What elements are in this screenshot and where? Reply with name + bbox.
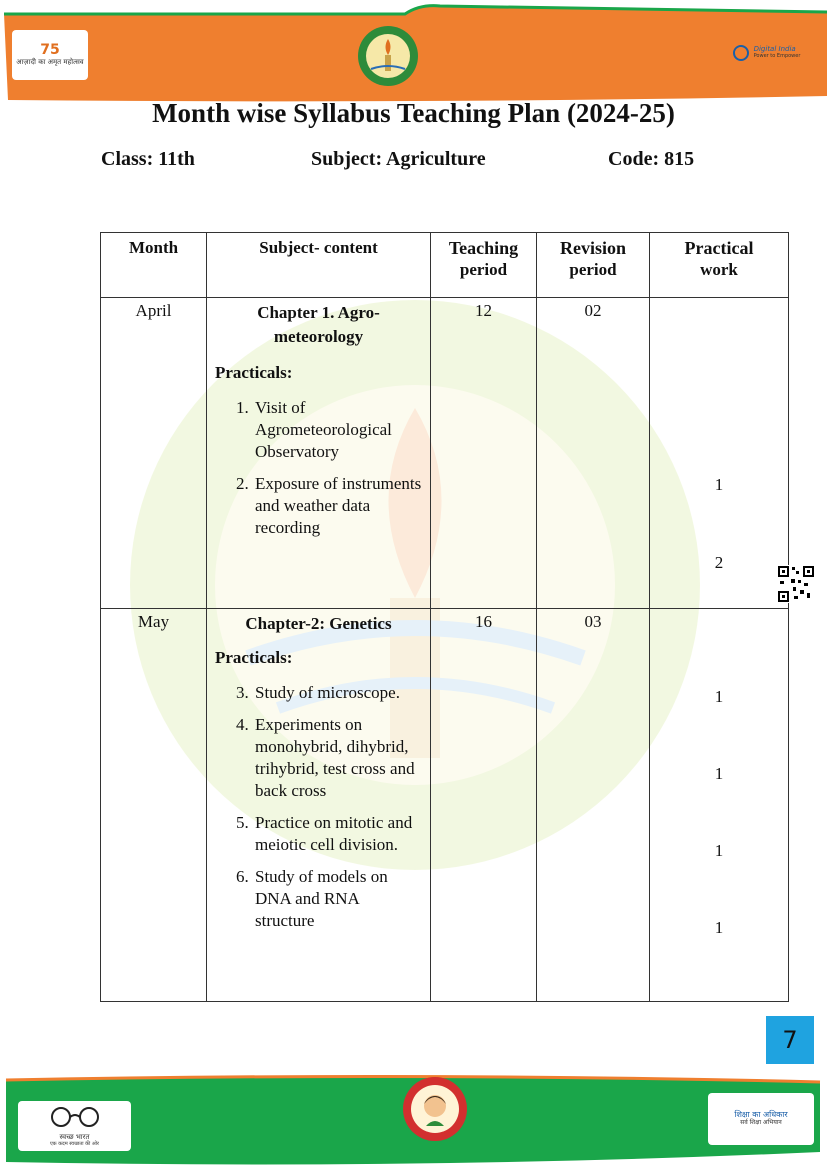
list-item: 6. Study of models on DNA and RNA structure xyxy=(253,866,422,932)
teaching-period-cell: 12 xyxy=(431,298,537,609)
header-revision-period xyxy=(537,233,650,298)
swachh-bharat-logo: स्वच्छ भारत एक कदम स्वच्छता की ओर xyxy=(18,1101,131,1151)
digital-india-logo: Digital India Power to Empower xyxy=(728,38,804,68)
header-revision-line1: Revision xyxy=(559,238,626,258)
practicals-heading: Practicals: xyxy=(215,648,293,667)
header-practical-line2: work xyxy=(700,260,738,279)
code-label: Code: 815 xyxy=(608,148,695,170)
syllabus-table xyxy=(100,232,789,1002)
header-teaching-line2: period xyxy=(459,260,508,279)
practical-value: 1 xyxy=(714,764,724,783)
practicals-heading: Practicals: xyxy=(215,363,293,382)
practical-value: 1 xyxy=(714,918,724,937)
chapter-title: Chapter-2: Genetics xyxy=(245,614,392,633)
list-item: 5. Practice on mitotic and meiotic cell division. xyxy=(253,812,422,856)
content-cell xyxy=(207,609,431,1002)
table-row xyxy=(101,609,789,1002)
revision-period-cell: 03 xyxy=(537,609,650,1002)
qr-code-icon[interactable] xyxy=(777,565,815,603)
revision-period-cell: 02 xyxy=(537,298,650,609)
list-item: 1. Visit of Agrometeorological Observatory xyxy=(253,397,422,463)
chapter-title-line2: meteorology xyxy=(273,327,364,346)
header-month: Month xyxy=(101,233,207,298)
subject-label: Subject: Agriculture xyxy=(311,148,486,170)
practicals-list xyxy=(215,397,422,539)
list-item: 4. Experiments on monohybrid, dihybrid, trihybrid, test cross and back cross xyxy=(253,714,422,802)
teaching-period-cell: 16 xyxy=(431,609,537,1002)
list-item: 2. Exposure of instruments and weather data recording xyxy=(253,473,422,539)
practical-value: 2 xyxy=(714,553,724,572)
header-practical-line1: Practical xyxy=(684,238,754,258)
month-cell: May xyxy=(101,609,207,1002)
page-number: 7 xyxy=(766,1016,814,1064)
table-header-row xyxy=(101,233,789,298)
list-item: 3. Study of microscope. xyxy=(253,682,422,704)
table-row xyxy=(101,298,789,609)
practical-value: 1 xyxy=(714,687,724,706)
practical-value: 1 xyxy=(714,841,724,860)
month-cell: April xyxy=(101,298,207,609)
content-cell xyxy=(207,298,431,609)
chapter-title-line1: Chapter 1. Agro- xyxy=(257,303,380,322)
chapter-title xyxy=(215,301,422,349)
page-title: Month wise Syllabus Teaching Plan (2024-25) xyxy=(152,98,675,128)
header-practical-work xyxy=(650,233,789,298)
digital-india-icon xyxy=(732,44,750,62)
practical-work-cell xyxy=(650,609,789,1002)
practicals-list xyxy=(215,682,422,932)
header-subject-content: Subject- content xyxy=(207,233,431,298)
board-emblem-icon xyxy=(357,25,419,87)
header-teaching-period xyxy=(431,233,537,298)
beti-bachao-logo-icon xyxy=(402,1076,468,1142)
practical-value: 1 xyxy=(714,475,724,494)
azadi-ka-amrit-mahotsav-logo: 75 आज़ादी का अमृत महोत्सव xyxy=(12,30,88,80)
header-revision-line2: period xyxy=(569,260,617,279)
class-label: Class: 11th xyxy=(101,148,195,170)
shiksha-ka-adhikar-logo: शिक्षा का अधिकार सर्व शिक्षा अभियान xyxy=(708,1093,814,1145)
header-teaching-line1: Teaching xyxy=(448,238,519,258)
spectacles-icon xyxy=(45,1105,105,1129)
practical-work-cell xyxy=(650,298,789,609)
